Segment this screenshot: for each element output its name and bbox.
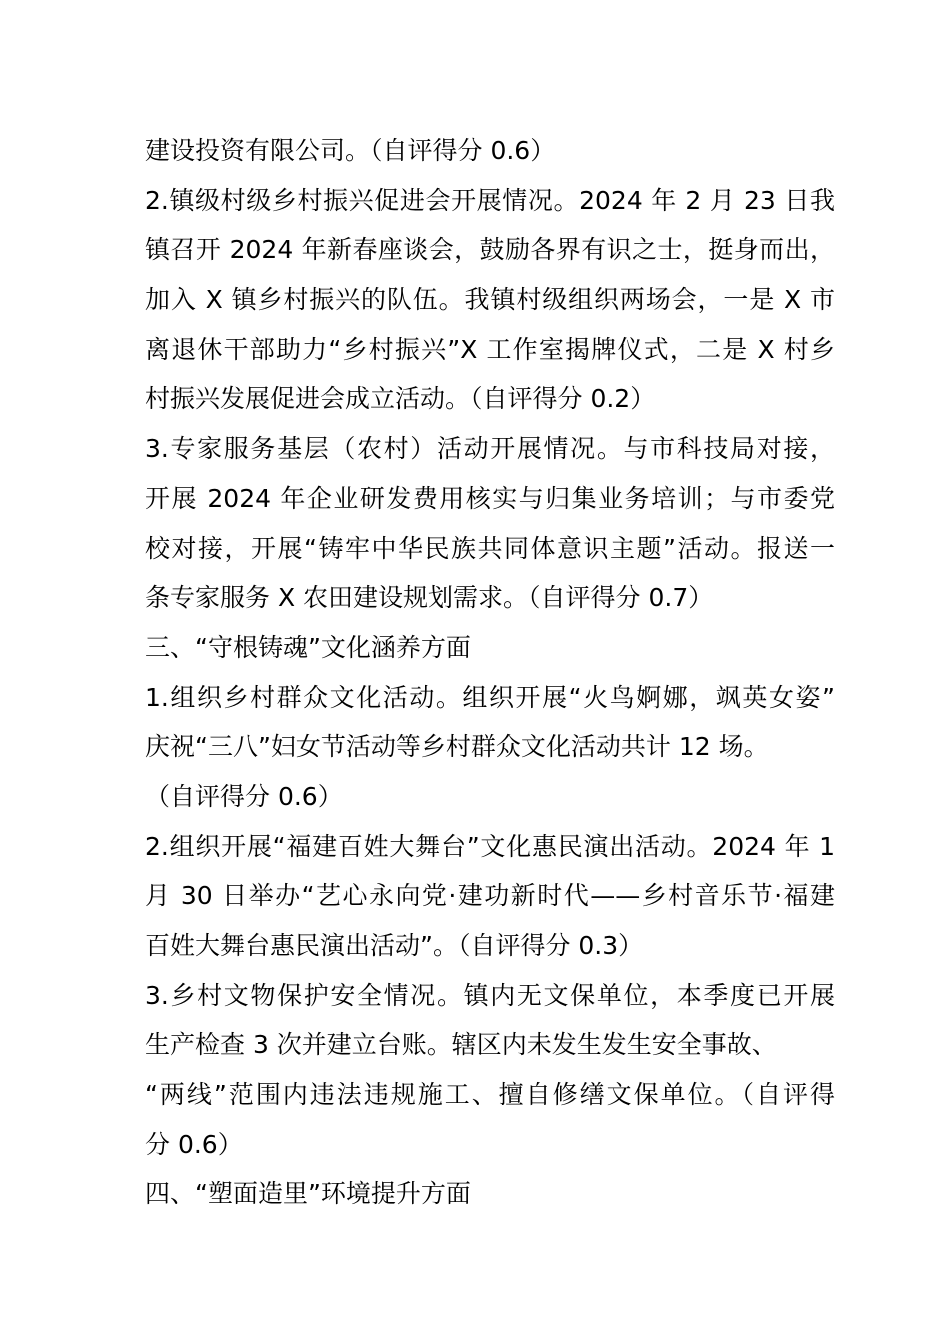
text-line: 2.组织开展“福建百姓大舞台”文化惠民演出活动。2024 年 1 bbox=[145, 831, 835, 861]
text-line: 条专家服务 X 农田建设规划需求。（自评得分 0.7） bbox=[145, 583, 714, 613]
text-line: 分 0.6） bbox=[145, 1129, 243, 1159]
text-line: “两线”范围内违法违规施工、擅自修缮文保单位。（自评得 bbox=[145, 1080, 835, 1110]
section-heading: 三、“守根铸魂”文化涵养方面 bbox=[145, 632, 471, 662]
text-line: 1.组织乡村群众文化活动。组织开展“火鸟婀娜，飒英女姿” bbox=[145, 682, 835, 712]
text-line: 加入 X 镇乡村振兴的队伍。我镇村级组织两场会，一是 X 市 bbox=[145, 285, 835, 315]
text-line: 3.专家服务基层（农村）活动开展情况。与市科技局对接， bbox=[145, 434, 835, 464]
text-line: 建设投资有限公司。（自评得分 0.6） bbox=[145, 136, 556, 165]
section-heading: 四、“塑面造里”环境提升方面 bbox=[145, 1179, 471, 1209]
text-line: 离退休干部助力“乡村振兴”X 工作室揭牌仪式，二是 X 村乡 bbox=[145, 334, 835, 364]
text-line: 2.镇级村级乡村振兴促进会开展情况。2024 年 2 月 23 日我 bbox=[145, 185, 835, 215]
text-line: 镇召开 2024 年新春座谈会，鼓励各界有识之士，挺身而出， bbox=[145, 235, 835, 265]
text-line: 生产检查 3 次并建立台账。辖区内未发生发生安全事故、 bbox=[145, 1030, 777, 1060]
text-line: 月 30 日举办“艺心永向党·建功新时代——乡村音乐节·福建 bbox=[145, 881, 835, 911]
text-line: 村振兴发展促进会成立活动。（自评得分 0.2） bbox=[145, 384, 656, 414]
text-line: 开展 2024 年企业研发费用核实与归集业务培训；与市委党 bbox=[145, 483, 835, 513]
document-body bbox=[145, 126, 835, 1219]
text-line: 百姓大舞台惠民演出活动”。（自评得分 0.3） bbox=[145, 931, 644, 960]
text-line: （自评得分 0.6） bbox=[145, 781, 343, 811]
text-line: 庆祝“三八”妇女节活动等乡村群众文化活动共计 12 场。 bbox=[145, 732, 769, 762]
text-line: 校对接，开展“铸牢中华民族共同体意识主题”活动。报送一 bbox=[145, 533, 835, 563]
text-line: 3.乡村文物保护安全情况。镇内无文保单位，本季度已开展 bbox=[145, 980, 835, 1010]
